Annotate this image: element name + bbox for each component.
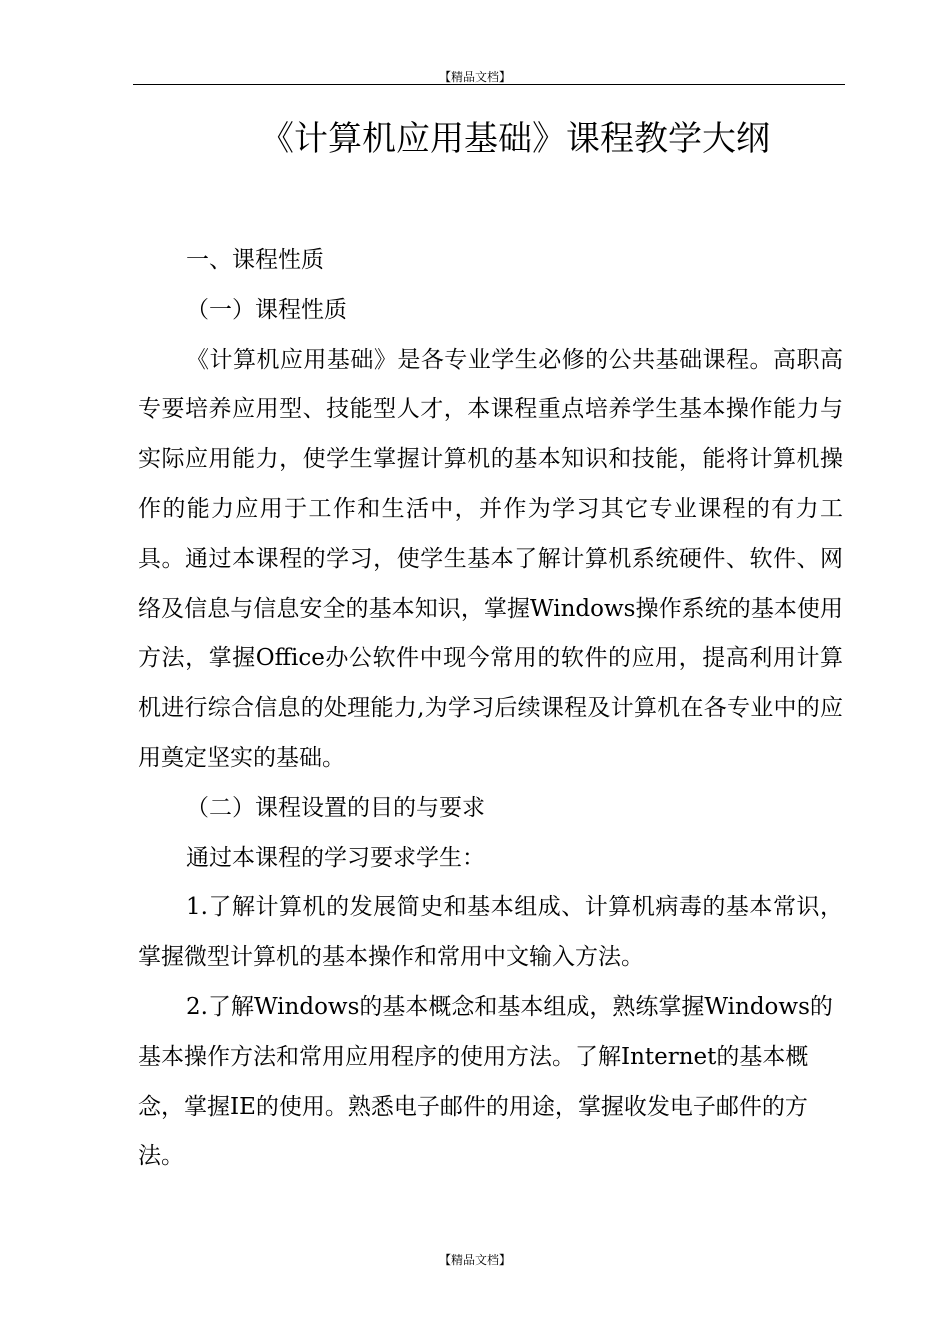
header-divider (133, 84, 845, 85)
intro-line-requirements: 通过本课程的学习要求学生： (186, 844, 485, 871)
page-header-label: 【精品文档】 (438, 70, 511, 84)
document-body (138, 236, 843, 1182)
document-title: 《计算机应用基础》课程教学大纲 (260, 119, 770, 159)
subsection-heading-goals-requirements: （二）课程设置的目的与要求 (186, 794, 485, 821)
section-heading-course-nature: 一、课程性质 (186, 247, 324, 273)
paragraph-course-description: 《计算机应用基础》是各专业学生必修的公共基础课程。高职高专要培养应用型、技能型人才，本课程重点培养学生基本操作能力与实际应用能力，使学生掌握计算机的基本知识和技能，能将计算机操作的能力应用于工作和生活中，并作为学习其它专业课程的有力工具。通过本课程的学习，使学生基本了解计算机系统硬件、软件、网络及信息与信息安全的基本知识，掌握Windows操作系统的基本使用方法，掌握Office办公软件中现今常用的软件的应用，提高利用计算机进行综合信息的处理能力,为学习后续课程及计算机在各专业中的应用奠定坚实的基础。 (138, 346, 843, 771)
page-footer-label: 【精品文档】 (438, 1253, 511, 1267)
list-item-1: 1.了解计算机的发展简史和基本组成、计算机病毒的基本常识，掌握微型计算机的基本操作和常用中文输入方法。 (138, 894, 843, 971)
list-item-2: 2.了解Windows的基本概念和基本组成，熟练掌握Windows的基本操作方法和常用应用程序的使用方法。了解Internet的基本概念，掌握IE的使用。熟悉电子邮件的用途，掌握收发电子邮件的方法。 (138, 993, 833, 1170)
subsection-heading-course-nature: （一）课程性质 (186, 296, 347, 323)
